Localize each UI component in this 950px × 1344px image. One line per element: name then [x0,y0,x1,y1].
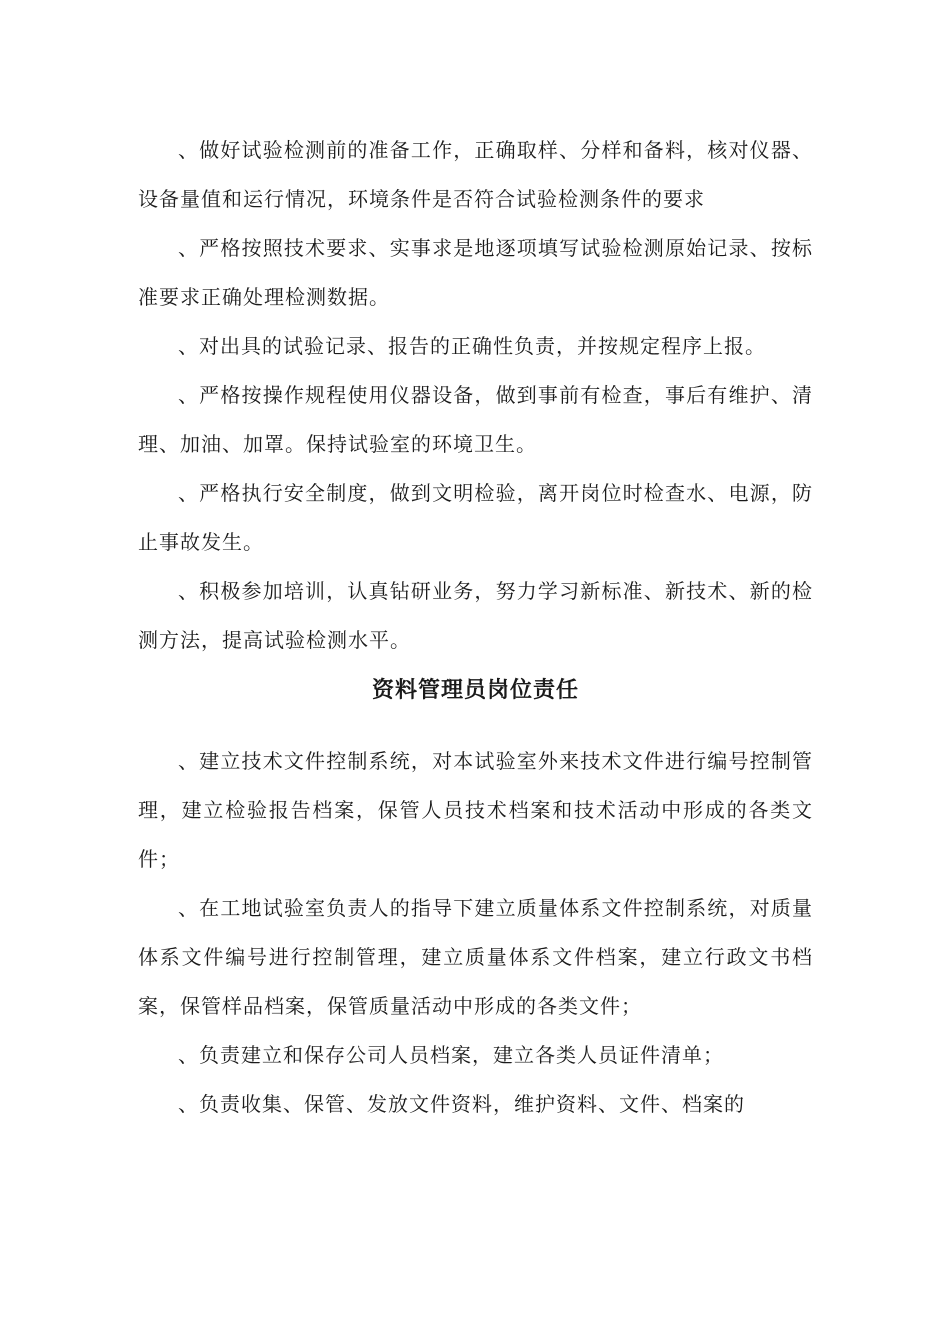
paragraph: 、建立技术文件控制系统，对本试验室外来技术文件进行编号控制管理，建立检验报告档案，保管人员技术档案和技术活动中形成的各类文件； [138,749,813,871]
paragraph: 、在工地试验室负责人的指导下建立质量体系文件控制系统，对质量体系文件编号进行控制管理，建立质量体系文件档案，建立行政文书档案，保管样品档案，保管质量活动中形成的各类文件； [138,896,813,1018]
paragraph: 、负责建立和保存公司人员档案，建立各类人员证件清单； [178,1043,724,1067]
paragraph: 、做好试验检测前的准备工作，正确取样、分样和备料，核对仪器、设备量值和运行情况，环境条件是否符合试验检测条件的要求 [138,138,813,211]
paragraph: 、严格按操作规程使用仪器设备，做到事前有检查，事后有维护、清理、加油、加罩。保持试验室的环境卫生。 [138,383,813,456]
section-title: 资料管理员岗位责任 [371,677,579,703]
document-body [138,126,813,1129]
paragraph: 、负责收集、保管、发放文件资料，维护资料、文件、档案的 [178,1092,745,1116]
paragraph: 、对出具的试验记录、报告的正确性负责，并按规定程序上报。 [178,334,766,358]
paragraph: 、积极参加培训，认真钻研业务，努力学习新标准、新技术、新的检测方法，提高试验检测水平。 [138,579,813,652]
paragraph: 、严格按照技术要求、实事求是地逐项填写试验检测原始记录、按标准要求正确处理检测数据。 [138,236,813,309]
paragraph: 、严格执行安全制度，做到文明检验，离开岗位时检查水、电源，防止事故发生。 [138,481,813,554]
